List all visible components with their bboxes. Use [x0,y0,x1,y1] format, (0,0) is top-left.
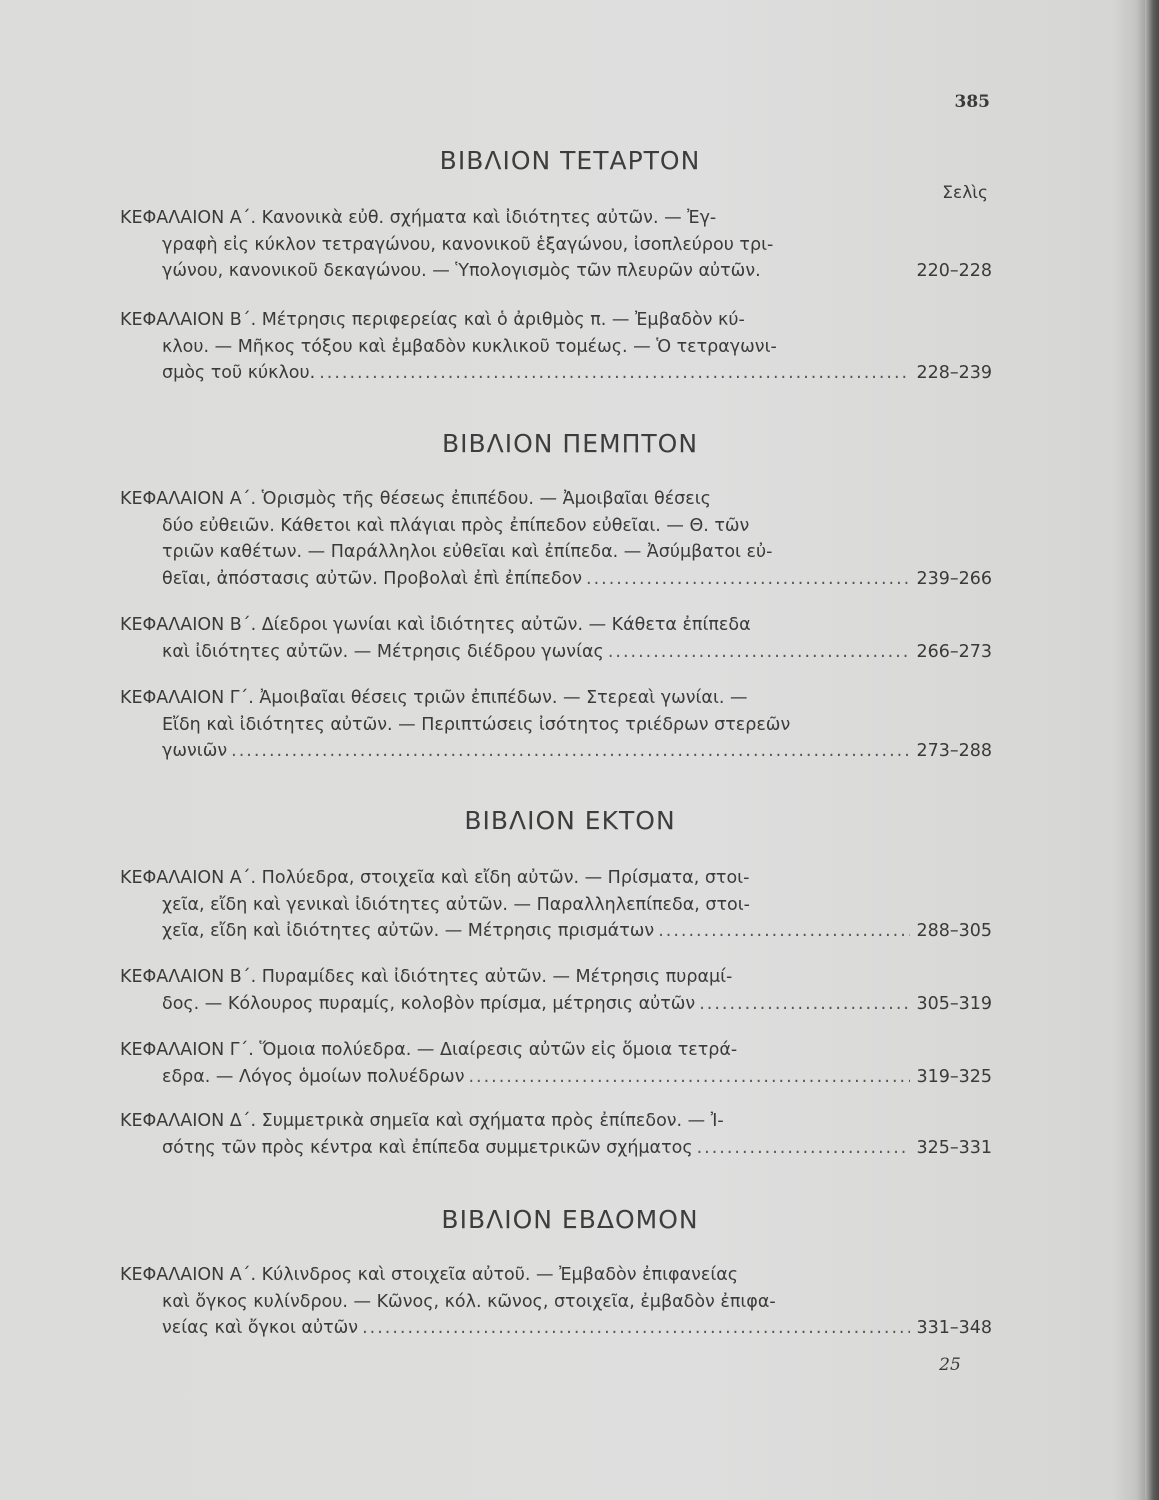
page-range: 239–266 [916,568,992,589]
toc-line [120,1064,992,1091]
toc-text: ΚΕΦΑΛΑΙΟΝ Α΄. Ὁρισμὸς τῆς θέσεως ἐπιπέδου. — Ἀμοιβαῖαι θέσεις [120,489,711,509]
toc-line [120,685,992,712]
page-range: 288–305 [916,921,992,941]
toc-text: ΚΕΦΑΛΑΙΟΝ Β΄. Μέτρησις περιφερείας καὶ ὁ ἀριθμὸς π. — Ἐμβαδὸν κύ- [120,310,745,330]
page-range: 325–331 [916,1137,992,1158]
toc-text: ΚΕΦΑΛΑΙΟΝ Γ΄. Ὅμοια πολύεδρα. — Διαίρεσις αὐτῶν εἰς ὅμοια τετρά- [120,1040,738,1060]
toc-line [120,232,992,259]
toc-line [120,486,992,513]
toc-text: γωνιῶν [162,741,228,761]
toc-entry [120,685,992,765]
toc-text: ΚΕΦΑΛΑΙΟΝ Α΄. Κύλινδρος καὶ στοιχεῖα αὐτοῦ. — Ἐμβαδὸν ἐπιφανείας [120,1265,739,1285]
toc-text: γώνου, κανονικοῦ δεκαγώνου. — Ὑπολογισμὸς τῶν πλευρῶν αὐτῶν. [162,261,761,281]
toc-line [120,1289,992,1316]
toc-entry [120,486,992,592]
page-range: 331–348 [916,1318,992,1338]
printer-signature: 25 [939,1355,961,1375]
toc-text: ΚΕΦΑΛΑΙΟΝ Γ΄. Ἀμοιβαῖαι θέσεις τριῶν ἐπιπέδων. — Στερεαὶ γωνίαι. — [120,688,748,708]
toc-entry [120,964,992,1017]
toc-line [120,991,992,1018]
book-title-fourth: ΒΙΒΛΙΟΝ ΤΕΤΑΡΤΟΝ [439,146,701,175]
toc-line [120,712,992,739]
toc-line [120,892,992,919]
toc-text: γραφὴ εἰς κύκλον τετραγώνου, κανονικοῦ ἑξαγώνου, ἰσοπλεύρου τρι- [162,234,774,255]
toc-text: εδρα. — Λόγος ὁμοίων πολυέδρων [162,1066,465,1087]
pages-column-label: Σελὶς [942,183,988,203]
toc-text: ΚΕΦΑΛΑΙΟΝ Β΄. Δίεδροι γωνίαι καὶ ἰδιότητες αὐτῶν. — Κάθετα ἐπίπεδα [120,615,751,635]
toc-text: κλου. — Μῆκος τόξου καὶ ἐμβαδὸν κυκλικοῦ τομέως. — Ὁ τετραγωνι- [162,336,777,357]
book-title-sixth: ΒΙΒΛΙΟΝ ΕΚΤΟΝ [464,806,676,835]
toc-entry [120,612,992,665]
toc-line [120,513,992,540]
page-number: 385 [954,92,990,112]
dot-leader [654,918,910,945]
toc-text: καὶ ὄγκος κυλίνδρου. — Κῶνος, κόλ. κῶνος, στοιχεῖα, ἐμβαδὸν ἐπιφα- [162,1291,776,1312]
toc-text: ΚΕΦΑΛΑΙΟΝ Α΄. Κανονικὰ εὐθ. σχήματα καὶ ἰδιότητες αὐτῶν. — Ἐγ- [120,208,717,228]
toc-line [120,738,992,765]
toc-text: χεῖα, εἴδη καὶ γενικαὶ ἰδιότητες αὐτῶν. — Παραλληλεπίπεδα, στοι- [162,894,750,915]
toc-line [120,918,992,945]
page-range: 220–228 [916,261,992,281]
toc-text: ΚΕΦΑΛΑΙΟΝ Β΄. Πυραμίδες καὶ ἰδιότητες αὐτῶν. — Μέτρησις πυραμί- [120,967,733,987]
toc-line [120,1037,992,1064]
toc-line [120,865,992,892]
toc-entry [120,865,992,945]
dot-leader [582,566,910,593]
toc-line [120,360,992,387]
page-range: 228–239 [916,363,992,383]
book-title-fifth: ΒΙΒΛΙΟΝ ΠΕΜΠΤΟΝ [441,429,699,458]
toc-line [120,1262,992,1289]
toc-entry [120,205,992,285]
page-range: 305–319 [916,993,992,1014]
page-edge-shadow [1145,0,1159,1500]
dot-leader [695,991,910,1018]
toc-entry [120,307,992,387]
dot-leader [604,639,911,666]
toc-line [120,1108,992,1135]
toc-entry [120,1108,992,1161]
toc-text: καὶ ἰδιότητες αὐτῶν. — Μέτρησις διέδρου γωνίας [162,641,604,662]
toc-text: σότης τῶν πρὸς κέντρα καὶ ἐπίπεδα συμμετρικῶν σχήματος [162,1137,693,1158]
toc-text: ΚΕΦΑΛΑΙΟΝ Α΄. Πολύεδρα, στοιχεῖα καὶ εἴδη αὐτῶν. — Πρίσματα, στοι- [120,868,750,888]
toc-line [120,539,992,566]
dot-leader [358,1315,910,1342]
page-range: 319–325 [916,1066,992,1087]
dot-leader [315,360,910,387]
toc-text: θεῖαι, ἀπόστασις αὐτῶν. Προβολαὶ ἐπὶ ἐπίπεδον [162,568,583,589]
toc-line [120,639,992,666]
toc-text: τριῶν καθέτων. — Παράλληλοι εὐθεῖαι καὶ ἐπίπεδα. — Ἀσύμβατοι εὐ- [162,542,773,562]
page-range: 273–288 [916,741,992,761]
dot-leader [227,738,910,765]
toc-text: δύο εὐθειῶν. Κάθετοι καὶ πλάγιαι πρὸς ἐπίπεδον εὐθεῖαι. — Θ. τῶν [162,515,750,536]
toc-text: Εἴδη καὶ ἰδιότητες αὐτῶν. — Περιπτώσεις ἰσότητος τριέδρων στερεῶν [162,714,791,735]
toc-text: χεῖα, εἴδη καὶ ἰδιότητες αὐτῶν. — Μέτρησις πρισμάτων [162,921,655,941]
toc-entry [120,1037,992,1090]
toc-line [120,334,992,361]
toc-line [120,258,992,285]
toc-entry [120,1262,992,1342]
toc-line [120,307,992,334]
toc-line [120,612,992,639]
toc-line [120,964,992,991]
toc-text: νείας καὶ ὄγκοι αὐτῶν [162,1318,359,1338]
toc-line [120,1315,992,1342]
toc-text: δος. — Κόλουρος πυραμίς, κολοβὸν πρίσμα, μέτρησις αὐτῶν [162,993,696,1014]
toc-line [120,1135,992,1162]
page-range: 266–273 [916,641,992,662]
dot-leader [693,1135,911,1162]
book-title-seventh: ΒΙΒΛΙΟΝ ΕΒΔΟΜΟΝ [441,1205,699,1234]
toc-text: ΚΕΦΑΛΑΙΟΝ Δ΄. Συμμετρικὰ σημεῖα καὶ σχήματα πρὸς ἐπίπεδον. — Ἰ- [120,1111,724,1131]
toc-line [120,205,992,232]
toc-line [120,566,992,593]
toc-text: σμὸς τοῦ κύκλου. [162,363,316,383]
dot-leader [464,1064,910,1091]
